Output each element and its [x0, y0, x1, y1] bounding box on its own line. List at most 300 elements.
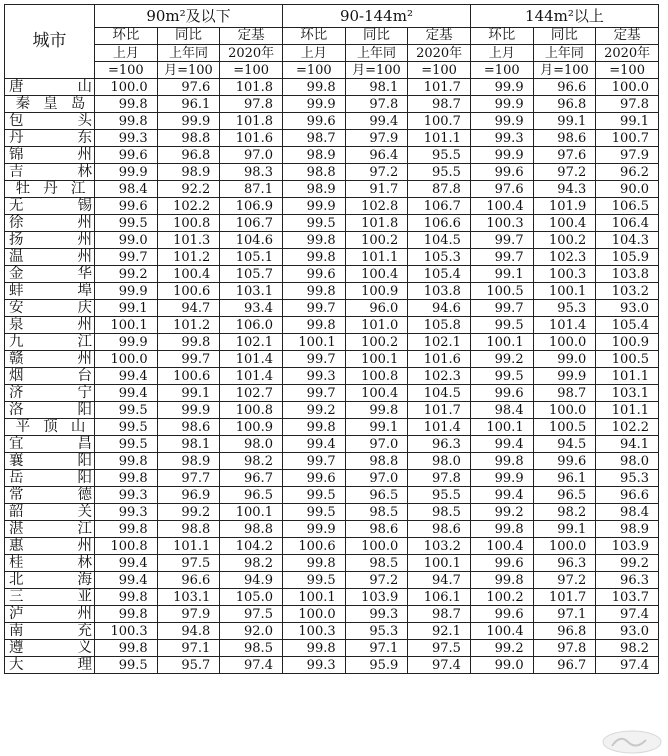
value-cell: 100.6: [157, 368, 220, 385]
value-cell: 100.2: [470, 589, 533, 606]
table-row: [5, 300, 659, 317]
value-cell: 105.3: [408, 249, 471, 266]
metric-header: 定基: [408, 28, 471, 45]
city-cell: [5, 198, 95, 215]
value-cell: 100.4: [345, 385, 408, 402]
value-cell: 92.2: [157, 181, 220, 198]
value-cell: 100.4: [533, 215, 596, 232]
value-cell: 100.1: [345, 351, 408, 368]
value-cell: 93.0: [596, 300, 659, 317]
value-cell: 99.9: [533, 368, 596, 385]
value-cell: 100.1: [282, 589, 345, 606]
value-cell: 103.1: [596, 385, 659, 402]
value-cell: 98.5: [408, 504, 471, 521]
value-cell: 98.0: [220, 436, 283, 453]
value-cell: 99.9: [470, 470, 533, 487]
value-cell: 94.3: [533, 181, 596, 198]
value-cell: 102.1: [220, 334, 283, 351]
city-cell: [5, 300, 95, 317]
city-name: 惠 州: [9, 537, 92, 554]
value-cell: 103.9: [345, 589, 408, 606]
value-cell: 99.3: [95, 130, 158, 147]
value-cell: 98.8: [345, 453, 408, 470]
city-cell: [5, 181, 95, 198]
city-name: 平 顶 山: [15, 418, 86, 435]
value-cell: 99.4: [345, 113, 408, 130]
value-cell: 98.8: [220, 521, 283, 538]
city-name: 烟 台: [9, 367, 92, 384]
value-cell: 99.8: [282, 79, 345, 96]
city-cell: [5, 368, 95, 385]
value-cell: 101.1: [596, 368, 659, 385]
metric-header: 环比: [282, 28, 345, 45]
city-name: 遵 义: [9, 639, 92, 656]
value-cell: 97.2: [533, 572, 596, 589]
value-cell: 97.1: [345, 640, 408, 657]
value-cell: 99.5: [282, 504, 345, 521]
value-cell: 100.1: [408, 555, 471, 572]
value-cell: 99.0: [470, 657, 533, 674]
value-cell: 103.8: [596, 266, 659, 283]
value-cell: 96.4: [345, 147, 408, 164]
base-header: =100: [408, 62, 471, 79]
city-name: 泉 州: [9, 316, 92, 333]
value-cell: 105.8: [408, 317, 471, 334]
base-header: 上年同: [345, 45, 408, 62]
value-cell: 100.5: [533, 419, 596, 436]
value-cell: 97.4: [596, 606, 659, 623]
city-name: 洛 阳: [9, 401, 92, 418]
value-cell: 106.0: [220, 317, 283, 334]
city-cell: [5, 385, 95, 402]
table-row: [5, 453, 659, 470]
value-cell: 106.9: [220, 198, 283, 215]
city-cell: [5, 572, 95, 589]
group-header: 144m²以上: [470, 5, 658, 28]
value-cell: 99.7: [95, 249, 158, 266]
value-cell: 99.9: [157, 113, 220, 130]
value-cell: 97.0: [345, 436, 408, 453]
value-cell: 100.4: [157, 266, 220, 283]
value-cell: 100.4: [345, 266, 408, 283]
value-cell: 101.7: [408, 402, 471, 419]
value-cell: 99.6: [282, 113, 345, 130]
city-name: 大 理: [9, 656, 92, 673]
city-cell: [5, 419, 95, 436]
value-cell: 99.2: [470, 640, 533, 657]
value-cell: 100.5: [596, 351, 659, 368]
value-cell: 97.1: [157, 640, 220, 657]
metric-header: 同比: [157, 28, 220, 45]
value-cell: 99.3: [345, 606, 408, 623]
value-cell: 101.3: [157, 232, 220, 249]
metric-header: 环比: [470, 28, 533, 45]
value-cell: 97.6: [157, 79, 220, 96]
value-cell: 98.8: [157, 130, 220, 147]
value-cell: 97.2: [345, 572, 408, 589]
value-cell: 101.4: [220, 351, 283, 368]
value-cell: 99.6: [470, 164, 533, 181]
value-cell: 99.7: [470, 300, 533, 317]
value-cell: 101.8: [220, 79, 283, 96]
value-cell: 100.0: [533, 334, 596, 351]
city-name: 三 亚: [9, 588, 92, 605]
table-row: [5, 147, 659, 164]
value-cell: 101.1: [408, 130, 471, 147]
value-cell: 99.1: [596, 113, 659, 130]
value-cell: 92.0: [220, 623, 283, 640]
value-cell: 99.2: [95, 266, 158, 283]
value-cell: 100.1: [95, 317, 158, 334]
value-cell: 98.2: [533, 504, 596, 521]
value-cell: 97.5: [220, 606, 283, 623]
city-name: 宜 昌: [9, 435, 92, 452]
city-cell: [5, 453, 95, 470]
value-cell: 97.5: [408, 640, 471, 657]
value-cell: 95.5: [408, 487, 471, 504]
value-cell: 105.7: [220, 266, 283, 283]
value-cell: 101.1: [345, 249, 408, 266]
base-header: =100: [282, 62, 345, 79]
city-cell: [5, 147, 95, 164]
value-cell: 96.1: [533, 470, 596, 487]
table-row: [5, 351, 659, 368]
value-cell: 99.6: [95, 198, 158, 215]
watermark-logo: [602, 730, 662, 754]
value-cell: 99.8: [95, 640, 158, 657]
value-cell: 100.0: [95, 79, 158, 96]
value-cell: 99.8: [282, 317, 345, 334]
value-cell: 97.8: [596, 96, 659, 113]
value-cell: 105.9: [596, 249, 659, 266]
table-row: [5, 215, 659, 232]
value-cell: 98.0: [408, 453, 471, 470]
value-cell: 106.7: [220, 215, 283, 232]
table-row: [5, 232, 659, 249]
value-cell: 100.1: [220, 504, 283, 521]
value-cell: 100.2: [533, 232, 596, 249]
table-row: [5, 266, 659, 283]
value-cell: 99.8: [282, 640, 345, 657]
value-cell: 99.8: [95, 470, 158, 487]
value-cell: 98.8: [157, 521, 220, 538]
value-cell: 99.7: [282, 385, 345, 402]
value-cell: 97.0: [345, 470, 408, 487]
table-row: [5, 470, 659, 487]
value-cell: 100.4: [470, 623, 533, 640]
value-cell: 99.4: [470, 436, 533, 453]
value-cell: 99.9: [95, 283, 158, 300]
value-cell: 98.7: [408, 606, 471, 623]
value-cell: 98.4: [470, 402, 533, 419]
value-cell: 105.0: [220, 589, 283, 606]
value-cell: 99.9: [282, 96, 345, 113]
city-cell: [5, 623, 95, 640]
table-row: [5, 555, 659, 572]
value-cell: 96.7: [533, 657, 596, 674]
value-cell: 97.9: [157, 606, 220, 623]
table-row: [5, 181, 659, 198]
value-cell: 96.8: [157, 147, 220, 164]
value-cell: 99.3: [470, 130, 533, 147]
value-cell: 96.6: [596, 487, 659, 504]
value-cell: 99.7: [282, 300, 345, 317]
value-cell: 98.0: [596, 453, 659, 470]
value-cell: 98.5: [220, 640, 283, 657]
value-cell: 101.9: [533, 198, 596, 215]
value-cell: 95.3: [533, 300, 596, 317]
value-cell: 98.7: [282, 130, 345, 147]
table-row: [5, 130, 659, 147]
value-cell: 100.9: [220, 419, 283, 436]
value-cell: 96.3: [533, 555, 596, 572]
value-cell: 96.8: [533, 623, 596, 640]
value-cell: 99.2: [596, 555, 659, 572]
value-cell: 99.2: [157, 504, 220, 521]
table-row: [5, 589, 659, 606]
table-row: [5, 606, 659, 623]
value-cell: 99.8: [282, 283, 345, 300]
value-cell: 102.8: [345, 198, 408, 215]
value-cell: 97.4: [220, 657, 283, 674]
city-name: 无 锡: [9, 197, 92, 214]
value-cell: 99.7: [157, 351, 220, 368]
value-cell: 99.5: [95, 436, 158, 453]
value-cell: 97.6: [470, 181, 533, 198]
metric-header: 同比: [533, 28, 596, 45]
value-cell: 101.2: [157, 317, 220, 334]
city-name: 南 充: [9, 622, 92, 639]
value-cell: 90.0: [596, 181, 659, 198]
value-cell: 101.6: [220, 130, 283, 147]
value-cell: 97.4: [596, 657, 659, 674]
table-row: [5, 538, 659, 555]
value-cell: 100.3: [533, 266, 596, 283]
table-row: [5, 198, 659, 215]
base-header: 上年同: [533, 45, 596, 62]
value-cell: 99.5: [470, 317, 533, 334]
table-row: [5, 334, 659, 351]
value-cell: 99.9: [470, 96, 533, 113]
metric-header: 环比: [95, 28, 158, 45]
group-header: 90m²及以下: [95, 5, 283, 28]
city-cell: [5, 249, 95, 266]
value-cell: 99.8: [95, 521, 158, 538]
city-name: 湛 江: [9, 520, 92, 537]
value-cell: 101.7: [408, 79, 471, 96]
value-cell: 98.5: [345, 555, 408, 572]
value-cell: 100.6: [157, 283, 220, 300]
value-cell: 92.1: [408, 623, 471, 640]
city-name: 丹 东: [9, 129, 92, 146]
value-cell: 97.8: [345, 96, 408, 113]
value-cell: 98.6: [533, 130, 596, 147]
value-cell: 98.4: [596, 504, 659, 521]
value-cell: 100.0: [533, 538, 596, 555]
city-cell: [5, 436, 95, 453]
value-cell: 99.3: [95, 487, 158, 504]
value-cell: 100.0: [282, 606, 345, 623]
value-cell: 97.5: [157, 555, 220, 572]
city-cell: [5, 79, 95, 96]
city-name: 蚌 埠: [9, 282, 92, 299]
value-cell: 99.5: [470, 368, 533, 385]
value-cell: 105.4: [596, 317, 659, 334]
value-cell: 99.5: [282, 487, 345, 504]
value-cell: 99.4: [95, 555, 158, 572]
table-row: [5, 657, 659, 674]
value-cell: 99.4: [95, 572, 158, 589]
value-cell: 99.7: [282, 453, 345, 470]
city-cell: [5, 96, 95, 113]
value-cell: 94.7: [408, 572, 471, 589]
value-cell: 103.8: [408, 283, 471, 300]
table-row: [5, 317, 659, 334]
value-cell: 98.9: [282, 147, 345, 164]
value-cell: 97.2: [533, 164, 596, 181]
city-name: 牡 丹 江: [15, 180, 86, 197]
value-cell: 87.1: [220, 181, 283, 198]
value-cell: 99.9: [470, 113, 533, 130]
value-cell: 87.8: [408, 181, 471, 198]
table-row: [5, 96, 659, 113]
table-row: [5, 79, 659, 96]
value-cell: 105.4: [408, 266, 471, 283]
value-cell: 99.0: [95, 232, 158, 249]
value-cell: 106.7: [408, 198, 471, 215]
value-cell: 98.2: [220, 555, 283, 572]
value-cell: 96.2: [596, 164, 659, 181]
base-header: =100: [95, 62, 158, 79]
value-cell: 98.2: [596, 640, 659, 657]
base-header: =100: [470, 62, 533, 79]
city-cell: [5, 402, 95, 419]
value-cell: 99.3: [95, 504, 158, 521]
value-cell: 95.5: [408, 147, 471, 164]
value-cell: 106.5: [596, 198, 659, 215]
value-cell: 94.6: [408, 300, 471, 317]
value-cell: 102.1: [408, 334, 471, 351]
city-name: 北 海: [9, 571, 92, 588]
value-cell: 99.9: [282, 198, 345, 215]
city-name: 襄 阳: [9, 452, 92, 469]
metric-header: 同比: [345, 28, 408, 45]
table-row: [5, 113, 659, 130]
city-cell: [5, 538, 95, 555]
value-cell: 96.5: [220, 487, 283, 504]
city-cell: [5, 504, 95, 521]
value-cell: 99.1: [345, 419, 408, 436]
city-name: 岳 阳: [9, 469, 92, 486]
value-cell: 100.8: [95, 538, 158, 555]
value-cell: 104.5: [408, 385, 471, 402]
value-cell: 100.2: [345, 232, 408, 249]
value-cell: 98.3: [220, 164, 283, 181]
price-index-table: [4, 4, 659, 674]
city-name: 温 州: [9, 248, 92, 265]
city-cell: [5, 555, 95, 572]
value-cell: 99.6: [95, 147, 158, 164]
value-cell: 99.7: [470, 232, 533, 249]
value-cell: 98.1: [157, 436, 220, 453]
table-row: [5, 249, 659, 266]
value-cell: 99.5: [282, 215, 345, 232]
value-cell: 99.2: [470, 504, 533, 521]
base-header: 上月: [282, 45, 345, 62]
value-cell: 99.5: [95, 657, 158, 674]
city-name: 济 宁: [9, 384, 92, 401]
value-cell: 95.9: [345, 657, 408, 674]
value-cell: 96.7: [220, 470, 283, 487]
value-cell: 99.9: [157, 402, 220, 419]
value-cell: 99.6: [470, 606, 533, 623]
table-row: [5, 487, 659, 504]
metric-header: 定基: [596, 28, 659, 45]
value-cell: 99.9: [95, 334, 158, 351]
value-cell: 96.8: [533, 96, 596, 113]
value-cell: 101.8: [220, 113, 283, 130]
base-header: 月=100: [157, 62, 220, 79]
value-cell: 99.3: [282, 657, 345, 674]
city-name: 赣 州: [9, 350, 92, 367]
value-cell: 100.9: [596, 334, 659, 351]
value-cell: 99.8: [345, 402, 408, 419]
value-cell: 99.7: [470, 249, 533, 266]
base-header: 上年同: [157, 45, 220, 62]
value-cell: 99.9: [470, 147, 533, 164]
value-cell: 103.9: [596, 538, 659, 555]
value-cell: 102.3: [408, 368, 471, 385]
value-cell: 95.3: [596, 470, 659, 487]
metric-header: 定基: [220, 28, 283, 45]
value-cell: 99.3: [282, 368, 345, 385]
city-cell: [5, 334, 95, 351]
base-header: 2020年: [408, 45, 471, 62]
value-cell: 101.0: [345, 317, 408, 334]
value-cell: 100.0: [596, 79, 659, 96]
value-cell: 97.9: [596, 147, 659, 164]
value-cell: 98.9: [596, 521, 659, 538]
value-cell: 99.8: [157, 334, 220, 351]
value-cell: 98.6: [345, 521, 408, 538]
value-cell: 98.6: [408, 521, 471, 538]
value-cell: 91.7: [345, 181, 408, 198]
value-cell: 100.1: [282, 334, 345, 351]
base-header: 上月: [95, 45, 158, 62]
value-cell: 102.3: [533, 249, 596, 266]
value-cell: 106.6: [408, 215, 471, 232]
value-cell: 99.8: [95, 113, 158, 130]
city-name: 桂 林: [9, 554, 92, 571]
value-cell: 100.7: [408, 113, 471, 130]
value-cell: 99.8: [470, 572, 533, 589]
city-name: 韶 关: [9, 503, 92, 520]
value-cell: 97.2: [345, 164, 408, 181]
city-cell: [5, 606, 95, 623]
city-name: 唐 山: [9, 78, 92, 95]
value-cell: 101.1: [596, 402, 659, 419]
value-cell: 100.9: [345, 283, 408, 300]
value-cell: 96.0: [345, 300, 408, 317]
value-cell: 95.5: [408, 164, 471, 181]
table-row: [5, 402, 659, 419]
value-cell: 101.2: [157, 249, 220, 266]
base-header: 月=100: [345, 62, 408, 79]
value-cell: 94.8: [157, 623, 220, 640]
value-cell: 101.4: [408, 419, 471, 436]
value-cell: 100.8: [220, 402, 283, 419]
table-row: [5, 385, 659, 402]
